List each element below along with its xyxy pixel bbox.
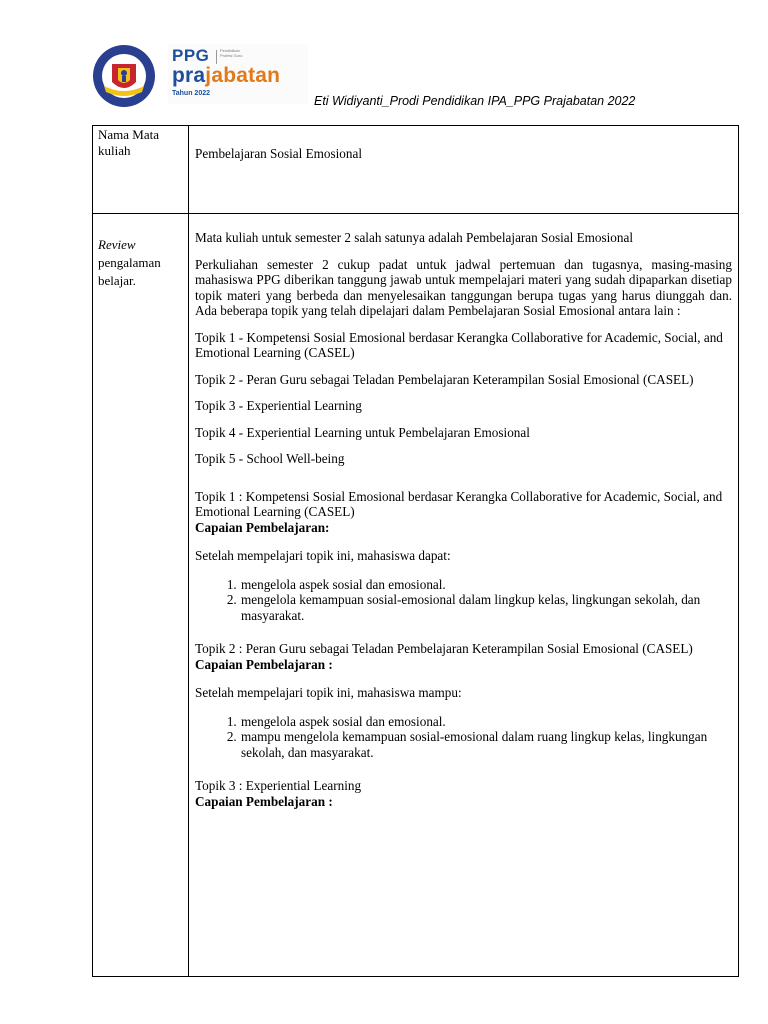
review-label-italic: Review [98, 237, 136, 252]
list-item: 2. mengelola kemampuan sosial-emosional dalam lingkup kelas, lingkungan sekolah, dan masyarakat. [240, 592, 732, 623]
section-lead: Setelah mempelajari topik ini, mahasiswa dapat: [195, 548, 451, 563]
list-item: 1. mengelola aspek sosial dan emosional. [240, 577, 732, 593]
section-title: Topik 1 : Kompetensi Sosial Emosional berdasar Kerangka Collaborative for Academic, Social, and Emotional Learning (CASEL) [195, 488, 723, 519]
section-cp-heading: Capaian Pembelajaran: [195, 519, 330, 535]
header-author-note: Eti Widiyanti_Prodi Pendidikan IPA_PPG Prajabatan 2022 [314, 94, 636, 108]
logo-ppg-text: PPG [172, 46, 210, 65]
list-item: 2. mampu mengelola kemampuan sosial-emosional dalam ruang lingkup kelas, lingkungan sekolah, dan masyarakat. [240, 729, 732, 760]
logo-main-part-1: pra [172, 64, 206, 87]
topic-section-3 [195, 778, 732, 809]
section-title: Topik 2 : Peran Guru sebagai Teladan Pembelajaran Keterampilan Sosial Emosional (CASEL) [195, 641, 693, 656]
university-seal-logo [92, 42, 156, 110]
logo-main-text [172, 64, 280, 88]
review-content [189, 214, 739, 977]
review-label-rest: pengalaman belajar. [98, 255, 161, 288]
topic-item: Topik 1 - Kompetensi Sosial Emosional berdasar Kerangka Collaborative for Academic, Social, and Emotional Learning (CASEL) [195, 329, 723, 360]
review-label [93, 214, 189, 977]
course-review-table [92, 125, 739, 977]
logo-main-part-2: jabatan [205, 64, 281, 87]
table-row [93, 126, 739, 214]
logo-separator [216, 50, 217, 64]
learning-outcomes-list [195, 577, 732, 624]
intro-text: Mata kuliah untuk semester 2 salah satunya adalah Pembelajaran Sosial Emosional [195, 230, 634, 245]
page-header [0, 0, 768, 120]
logo-year: Tahun 2022 [172, 90, 210, 97]
summary-paragraph: Perkuliahan semester 2 cukup padat untuk jadwal pertemuan dan tugasnya, masing-masing mahasiswa PPG diberikan tanggung jawab untuk mempelajari materi yang sudah dipaparkan disetiap topik materi yang berbeda dan menyelesaikan tanggungan berupa tugas yang harus diunggah dan. Ada beberapa topik yang telah dipelajari dalam Pembelajaran Sosial Emosional antara lain : [195, 256, 732, 318]
section-cp-heading: Capaian Pembelajaran : [195, 793, 333, 809]
learning-outcomes-list [195, 714, 732, 761]
topic-item: Topik 4 - Experiential Learning untuk Pembelajaran Emosional [195, 424, 530, 440]
topic-section-2 [195, 641, 732, 760]
section-lead: Setelah mempelajari topik ini, mahasiswa mampu: [195, 685, 462, 700]
topic-item: Topik 2 - Peran Guru sebagai Teladan Pembelajaran Keterampilan Sosial Emosional (CASEL) [195, 371, 694, 387]
topic-item: Topik 3 - Experiential Learning [195, 398, 362, 413]
ppg-prajabatan-logo [168, 44, 308, 104]
list-item: 1. mengelola aspek sosial dan emosional. [240, 714, 732, 730]
topic-item: Topik 5 - School Well-being [195, 451, 345, 466]
logo-small-text: Pendidikan Profesi Guru [220, 48, 243, 58]
topic-section-1 [195, 489, 732, 624]
table-row [93, 214, 739, 977]
section-title: Topik 3 : Experiential Learning [195, 778, 362, 793]
course-name-value: Pembelajaran Sosial Emosional [189, 126, 739, 214]
section-cp-heading: Capaian Pembelajaran : [195, 656, 333, 672]
course-name-label: Nama Mata kuliah [93, 126, 189, 214]
